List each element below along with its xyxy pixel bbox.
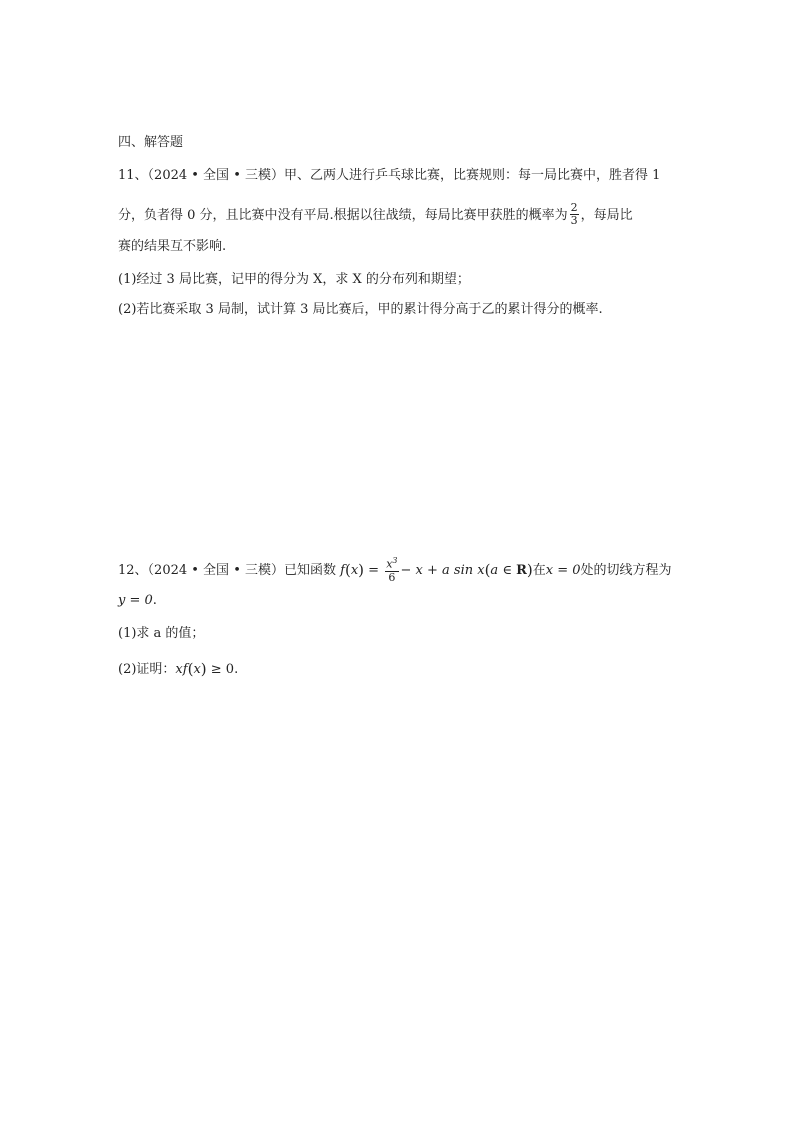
q12-line1: 12、（2024 • 全国 • 三模）已知函数 f(x) = $\frac{x^3}{6}$ − x + a sin x(a ∈ R)在x = 0处的切线方程为 bbox=[118, 556, 672, 584]
q11-fraction-denominator: 3 bbox=[570, 214, 578, 227]
q12-part2-var: x bbox=[193, 662, 201, 677]
q12-part1: (1)求 a 的值； bbox=[118, 626, 205, 641]
q12-fraction-denominator: 6 bbox=[388, 570, 396, 584]
q12-part2-prefix: (2)证明： bbox=[118, 662, 176, 677]
q12-fraction bbox=[385, 555, 398, 584]
q12-part2-end: . bbox=[234, 662, 239, 677]
q12-prefix: 12、（2024 • 全国 • 三模）已知函数 bbox=[118, 562, 336, 578]
q12-function-rest: − x + a sin x bbox=[400, 562, 485, 578]
q11-part2: (2)若比赛采取 3 局制，试计算 3 局比赛后，甲的累计得分高于乙的累计得分的概率. bbox=[118, 302, 603, 317]
section-title: 四、解答题 bbox=[118, 135, 184, 150]
q12-suffix: 处的切线方程为 bbox=[580, 562, 672, 578]
q12-function-var: x bbox=[350, 562, 359, 578]
q12-cond-a: a bbox=[490, 562, 499, 578]
q12-part2: (2)证明：xf(x) ≥ 0. bbox=[118, 660, 239, 678]
q11-probability-fraction bbox=[570, 202, 579, 227]
q12-part2-math: xf bbox=[175, 662, 188, 677]
q12-fraction-numerator: $x^3$ bbox=[386, 556, 398, 571]
q11-line2 bbox=[118, 203, 633, 228]
q12-cond-in: ∈ bbox=[498, 562, 517, 578]
q12-cond-R: R bbox=[516, 562, 527, 578]
q12-part2-rel: ≥ 0 bbox=[206, 662, 235, 677]
q12-middle: 在 bbox=[532, 562, 546, 578]
q11-part1: (1)经过 3 局比赛，记甲的得分为 X，求 X 的分布列和期望； bbox=[118, 272, 470, 287]
q11-line2-text: 分，负者得 0 分，且比赛中没有平局.根据以往战绩，每局比赛甲获胜的概率为 bbox=[118, 208, 568, 223]
q11-line1: 11、（2024 • 全国 • 三模）甲、乙两人进行乒乓球比赛，比赛规则：每一局比赛中，胜者得 1 bbox=[118, 168, 661, 183]
q12-line2-end: . bbox=[152, 593, 157, 608]
q11-line2-end: ，每局比 bbox=[580, 208, 633, 223]
q11-fraction-numerator: 2 bbox=[570, 201, 578, 214]
q12-function-name: f bbox=[340, 562, 345, 578]
q12-equals: = bbox=[364, 562, 384, 578]
q11-line3: 赛的结果互不影响. bbox=[118, 239, 227, 254]
q12-x0: x = 0 bbox=[545, 562, 581, 578]
q12-tangent-line: y = 0 bbox=[118, 593, 153, 608]
q12-line2 bbox=[118, 592, 157, 610]
